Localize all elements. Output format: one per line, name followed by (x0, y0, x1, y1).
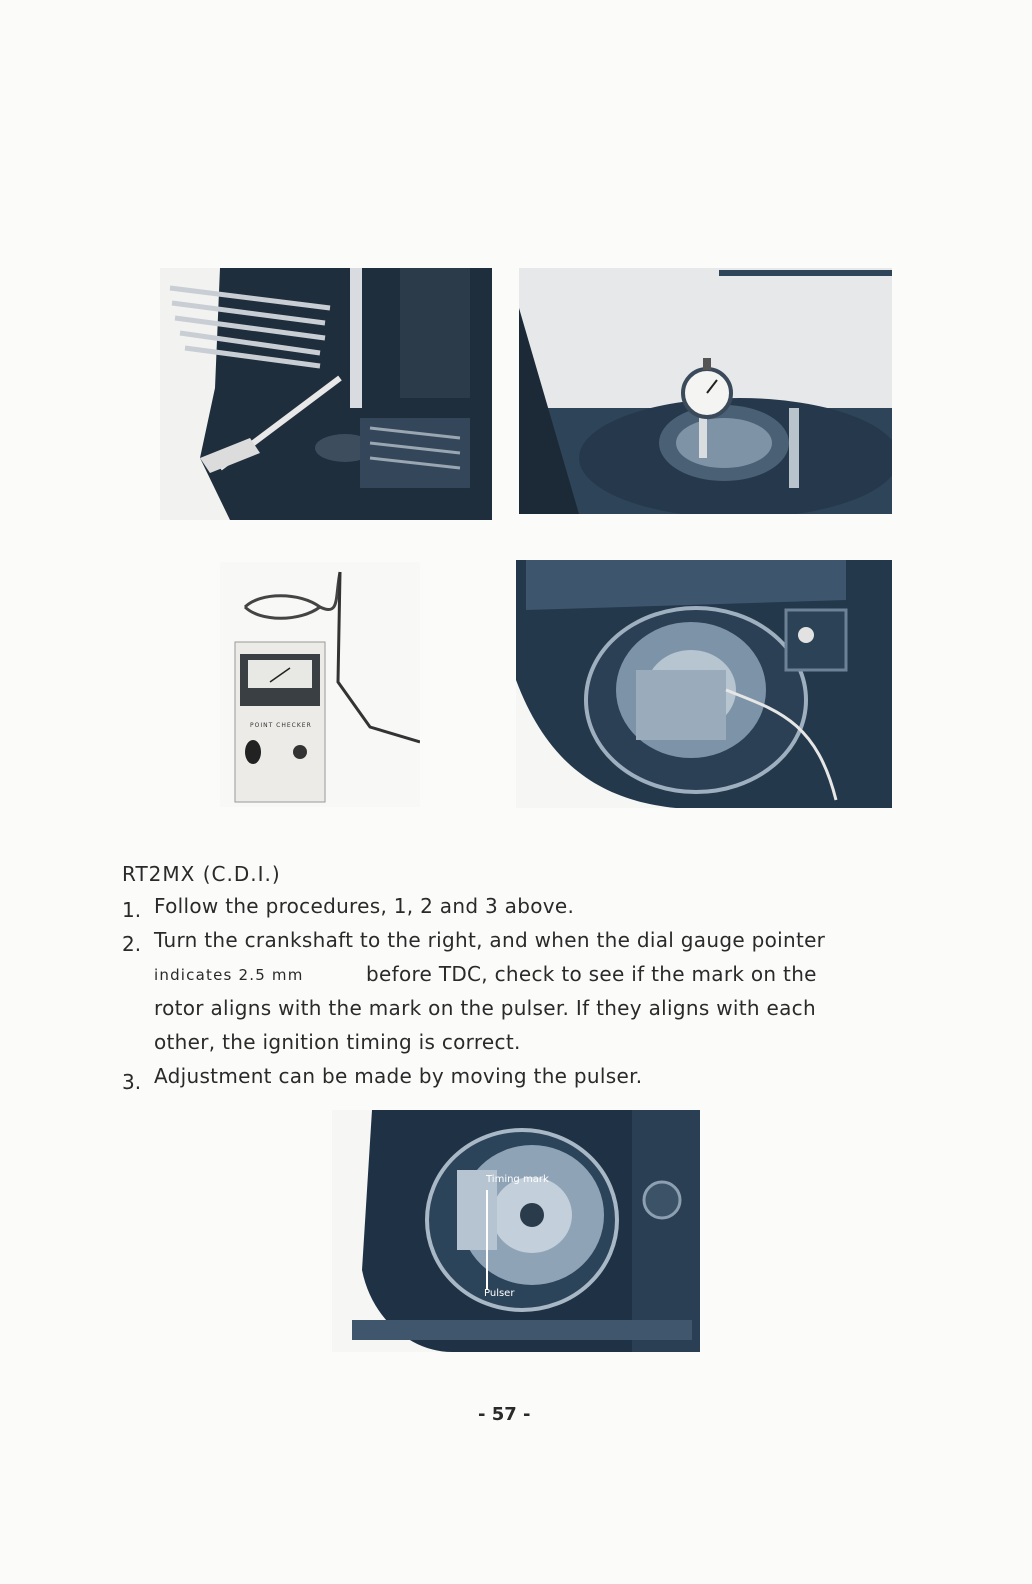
step-number-3: 3. (122, 1070, 142, 1094)
step-number-2: 2. (122, 932, 142, 956)
photo-cdi-magneto (516, 560, 892, 808)
step-2-line-2: before TDC, check to see if the mark on the (366, 962, 817, 986)
step-2-line-3: rotor aligns with the mark on the pulser. If they aligns with each (154, 996, 816, 1020)
photo-timing-mark (332, 1110, 700, 1352)
step-2-line-1: Turn the crankshaft to the right, and when the dial gauge pointer (154, 928, 826, 952)
step-number-1: 1. (122, 898, 142, 922)
section-heading: RT2MX (C.D.I.) (122, 862, 281, 886)
photo-point-checker (220, 562, 420, 807)
step-1-text: Follow the procedures, 1, 2 and 3 above. (154, 894, 575, 918)
photo-engine-tool (160, 268, 492, 520)
step-3-text: Adjustment can be made by moving the pulser. (154, 1064, 643, 1088)
step-2-line-4: other, the ignition timing is correct. (154, 1030, 521, 1054)
page-number: - 57 - (478, 1404, 531, 1425)
pulser-label: Pulser (484, 1288, 515, 1299)
photo-dial-gauge (519, 268, 892, 514)
step-2-small: indicates 2.5 mm (154, 966, 304, 984)
timing-mark-label: Timing mark (486, 1174, 549, 1185)
point-checker-label: POINT CHECKER (250, 722, 312, 729)
